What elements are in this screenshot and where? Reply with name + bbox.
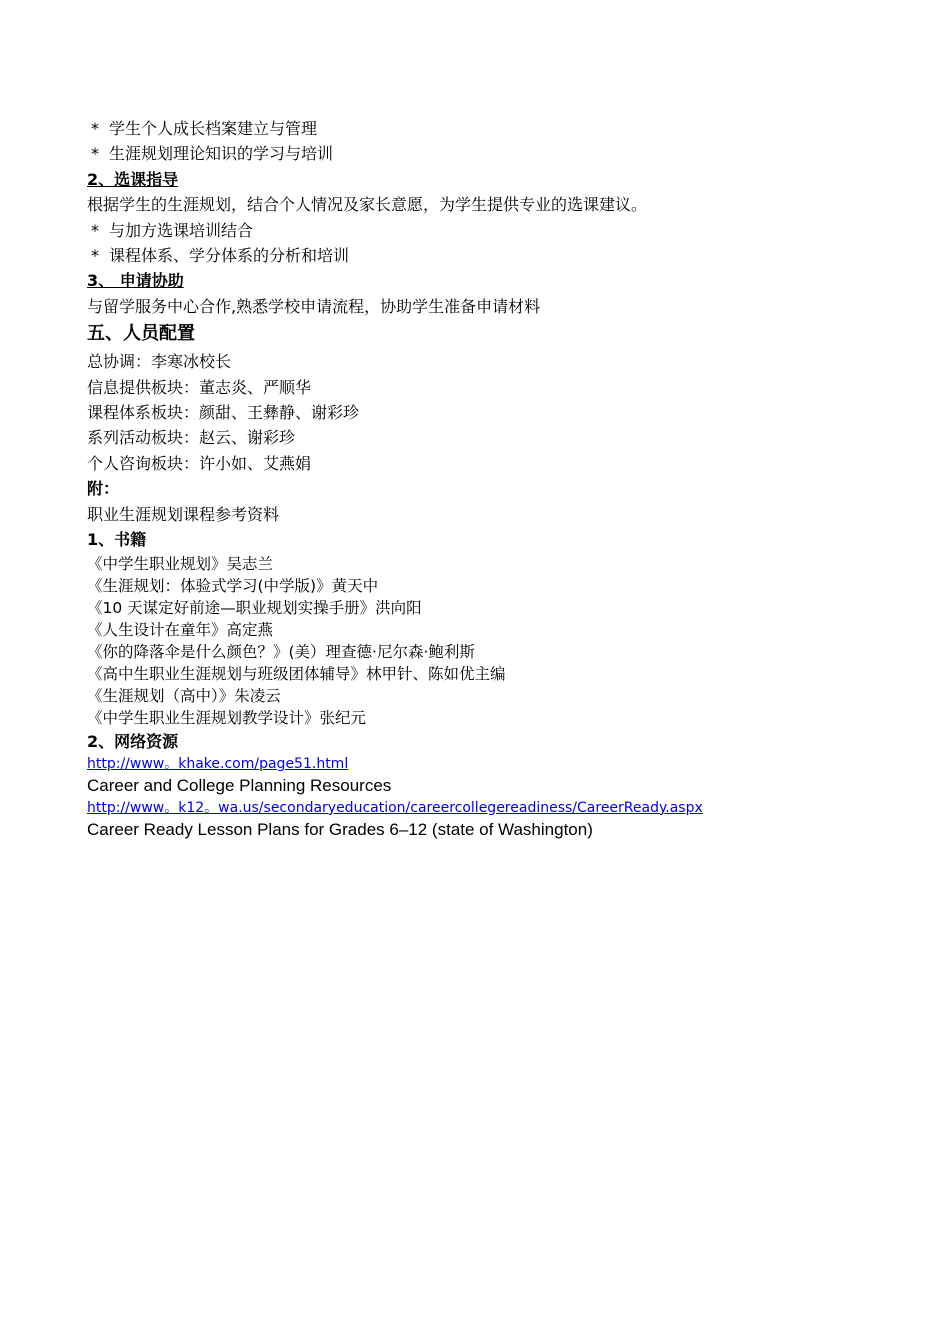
books-heading: 1、书籍	[87, 530, 147, 550]
bullet-item: * 生涯规划理论知识的学习与培训	[91, 144, 334, 164]
bullet-item: * 学生个人成长档案建立与管理	[91, 119, 318, 138]
section-3-paragraph: 与留学服务中心合作,熟悉学校申请流程，协助学生准备申请材料	[87, 296, 541, 316]
resource-link[interactable]: http://www。k12。wa.us/secondaryeducation/careercollegereadiness/CareerReady.aspx	[87, 799, 703, 816]
staff-line: 个人咨询板块：许小如、艾燕娟	[87, 453, 312, 473]
document-page	[87, 116, 887, 842]
book-item: 《生涯规划（高中）》朱凌云	[87, 686, 281, 705]
section-3-heading: 3、 申请协助	[87, 271, 184, 291]
bullet-item: * 课程体系、学分体系的分析和培训	[91, 246, 350, 266]
book-item: 《你的降落伞是什么颜色？》(美）理查德·尼尔森·鲍利斯	[87, 642, 475, 661]
resource-description: Career Ready Lesson Plans for Grades 6–12 (state of Washington)	[87, 819, 593, 839]
book-item: 《中学生职业生涯规划教学设计》张纪元	[87, 708, 367, 727]
book-item: 《10 天谋定好前途—职业规划实操手册》洪向阳	[87, 598, 422, 617]
staff-line: 信息提供板块：董志炎、严顺华	[87, 377, 312, 397]
section-2-paragraph: 根据学生的生涯规划，结合个人情况及家长意愿，为学生提供专业的选课建议。	[87, 195, 648, 215]
book-item: 《生涯规划：体验式学习(中学版)》黄天中	[87, 576, 379, 595]
staff-line: 总协调：李寒冰校长	[87, 352, 232, 372]
book-item: 《中学生职业规划》吴志兰	[87, 554, 274, 573]
appendix-subtitle: 职业生涯规划课程参考资料	[87, 504, 280, 524]
bullet-item: * 与加方选课培训结合	[91, 220, 254, 240]
staff-line: 课程体系板块：颜甜、王彝静、谢彩珍	[87, 403, 360, 423]
web-resources-heading: 2、网络资源	[87, 731, 179, 751]
resource-description: Career and College Planning Resources	[87, 775, 392, 795]
book-item: 《人生设计在童年》高定燕	[87, 620, 274, 639]
resource-link[interactable]: http://www。khake.com/page51.html	[87, 755, 349, 772]
book-list	[87, 553, 887, 729]
section-2-heading: 2、选课指导	[87, 169, 179, 189]
book-item: 《高中生职业生涯规划与班级团体辅导》林甲针、陈如优主编	[87, 664, 506, 683]
appendix-label: 附：	[87, 479, 120, 499]
section-5-heading: 五、人员配置	[87, 323, 195, 345]
staff-line: 系列活动板块：赵云、谢彩珍	[87, 428, 296, 448]
